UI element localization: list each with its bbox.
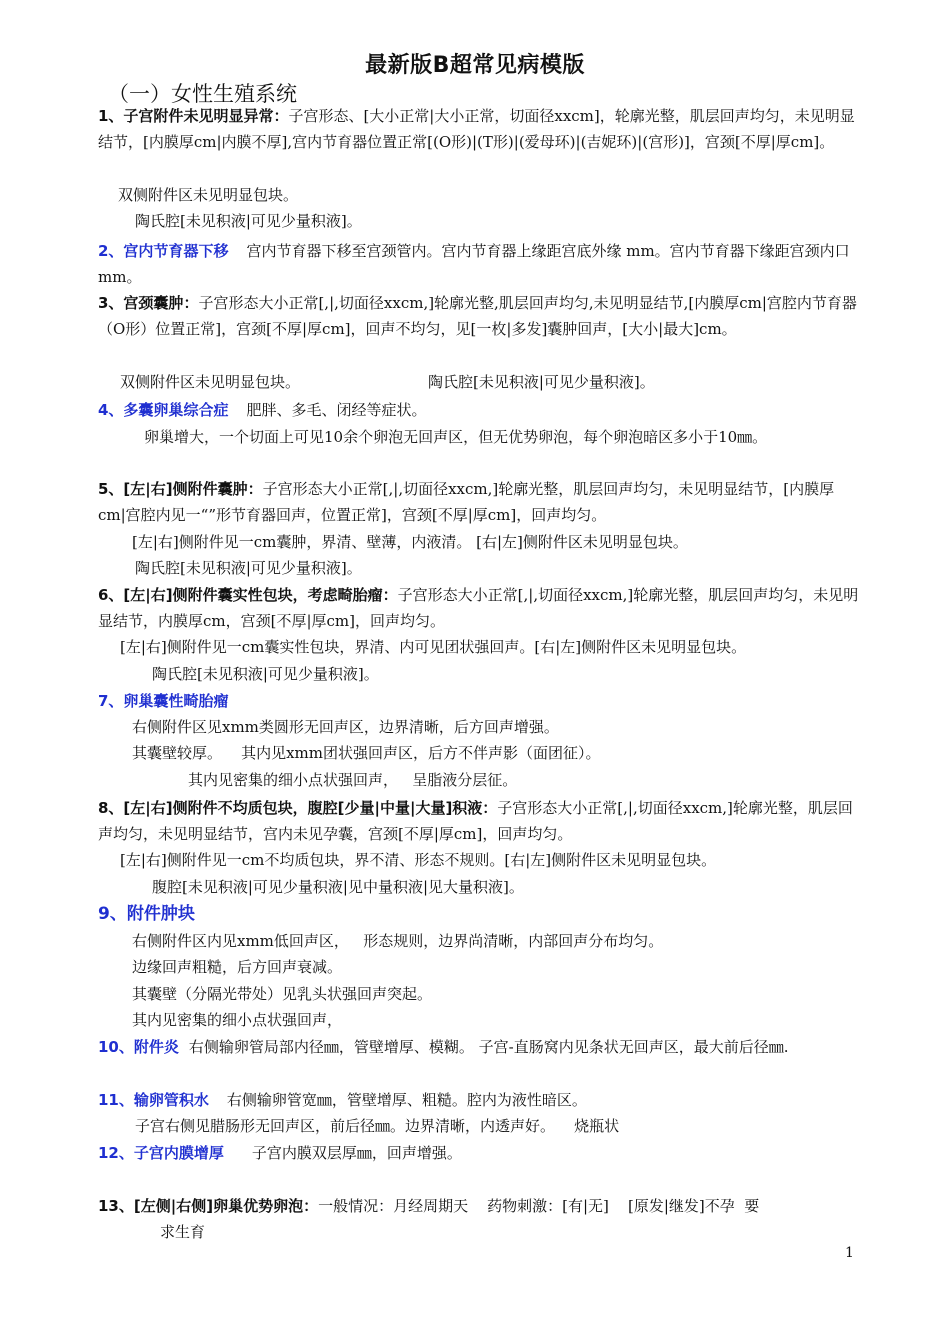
item-9-line2: 边缘回声粗糙，后方回声衰减。	[132, 958, 343, 976]
item-4-line2: 卵巢增大，一个切面上可见10余个卵泡无回声区，但无优势卵泡，每个卵泡暗区多小于10㎜。	[144, 428, 768, 446]
item-5-heading: 5、[左|右]侧附件囊肿：	[98, 480, 263, 498]
item-8-body: 子宫形态大小正常[,|,切面径xxcm,]轮廓光整，肌层回声均匀，未见明显结节，宫内未见孕囊，宫颈[不厚|厚cm]，回声均匀。	[98, 799, 853, 843]
item-10-body: 右侧输卵管局部内径㎜，管壁增厚、模糊。 子宫-直肠窝内见条状无回声区，最大前后径㎜.	[188, 1038, 789, 1056]
item-9-line3: 其囊壁（分隔光带处）见乳头状强回声突起。	[132, 985, 433, 1003]
item-1-line3: 陶氏腔[未见积液|可见少量积液]。	[135, 212, 362, 230]
item-11-body: 右侧输卵管宽㎜，管壁增厚、粗糙。腔内为液性暗区。	[226, 1091, 587, 1109]
item-1	[98, 103, 860, 155]
item-9-heading: 9、附件肿块	[98, 904, 195, 924]
item-6-line2: [左|右]侧附件见一cm囊实性包块，界清、内可见团状强回声。[右|左]侧附件区未见明显包块。	[120, 638, 747, 656]
item-8-heading: 8、[左|右]侧附件不均质包块，腹腔[少量|中量|大量]积液：	[98, 799, 498, 817]
item-8-line3: 腹腔[未见积液|可见少量积液|见中量积液|见大量积液]。	[152, 878, 524, 896]
document-title: 最新版B超常见病模版	[365, 53, 585, 78]
item-3-heading: 3、宫颈囊肿：	[98, 294, 199, 312]
item-2-heading: 2、宫内节育器下移	[98, 242, 229, 260]
item-12	[98, 1140, 860, 1166]
item-6	[98, 582, 860, 634]
item-13-line2: 求生育	[160, 1223, 206, 1241]
item-10-heading: 10、附件炎	[98, 1038, 179, 1056]
item-7-line1: 右侧附件区见xmm类圆形无回声区，边界清晰，后方回声增强。	[132, 718, 559, 736]
item-1-heading: 1、子宫附件未见明显异常：	[98, 107, 289, 125]
item-7-line2: 其囊壁较厚。 其内见xmm团状强回声区，后方不伴声影（面团征）。	[132, 744, 601, 762]
item-6-heading: 6、[左|右]侧附件囊实性包块，考虑畸胎瘤：	[98, 586, 398, 604]
item-9-line4: 其内见密集的细小点状强回声，	[132, 1011, 343, 1029]
page-number: 1	[845, 1245, 854, 1261]
item-11-line2: 子宫右侧见腊肠形无回声区，前后径㎜。边界清晰，内透声好。 烧瓶状	[135, 1117, 620, 1135]
item-3-body: 子宫形态大小正常[,|,切面径xxcm,]轮廓光整,肌层回声均匀,未见明显结节,[内膜厚cm|宫腔内节育器（O形）位置正常]，宫颈[不厚|厚cm]，回声不均匀，见[一枚|多发]囊肿回声，[大小|最大]cm。	[98, 294, 857, 338]
item-12-body: 子宫内膜双层厚㎜，回声增强。	[251, 1144, 462, 1162]
item-4	[98, 397, 860, 423]
item-3-line2a: 双侧附件区未见明显包块。	[120, 373, 301, 391]
item-9-line1: 右侧附件区内见xmm低回声区， 形态规则，边界尚清晰，内部回声分布均匀。	[132, 932, 664, 950]
item-12-heading: 12、子宫内膜增厚	[98, 1144, 224, 1162]
item-5-body: 子宫形态大小正常[,|,切面径xxcm,]轮廓光整，肌层回声均匀，未见明显结节，[内膜厚cm|宫腔内见一“”形节育器回声，位置正常]，宫颈[不厚|厚cm]，回声均匀。	[98, 480, 835, 524]
item-5-line3: 陶氏腔[未见积液|可见少量积液]。	[135, 559, 362, 577]
item-7-heading-line	[98, 688, 860, 714]
item-9-heading-line	[98, 901, 860, 927]
item-13-body: 一般情况：月经周期天 药物刺激：[有|无] [原发|继发]不孕 要	[318, 1197, 760, 1215]
item-2-body: 宫内节育器下移至宫颈管内。宫内节育器上缘距宫底外缘 mm。宫内节育器下缘距宫颈内口mm。	[98, 242, 850, 286]
item-3-line2b: 陶氏腔[未见积液|可见少量积液]。	[428, 373, 655, 391]
item-8	[98, 795, 860, 847]
item-7-heading: 7、卵巢囊性畸胎瘤	[98, 692, 229, 710]
item-13-heading: 13、[左侧|右侧]卵巢优势卵泡：	[98, 1197, 319, 1215]
item-8-line2: [左|右]侧附件见一cm不均质包块，界不清、形态不规则。[右|左]侧附件区未见明显包块。	[120, 851, 717, 869]
section-heading: （一）女性生殖系统	[108, 82, 297, 106]
item-1-line2: 双侧附件区未见明显包块。	[118, 186, 299, 204]
item-7-line3: 其内见密集的细小点状强回声， 呈脂液分层征。	[188, 771, 518, 789]
item-11	[98, 1087, 860, 1113]
item-13	[98, 1193, 860, 1219]
item-4-heading: 4、多囊卵巢综合症	[98, 401, 229, 419]
item-5-line2: [左|右]侧附件见一cm囊肿，界清、壁薄，内液清。 [右|左]侧附件区未见明显包块。	[132, 533, 688, 551]
item-5	[98, 476, 860, 528]
item-6-line3: 陶氏腔[未见积液|可见少量积液]。	[152, 665, 379, 683]
item-2	[98, 238, 860, 290]
item-3	[98, 290, 860, 342]
item-11-heading: 11、输卵管积水	[98, 1091, 209, 1109]
item-10	[98, 1034, 860, 1060]
item-4-body: 肥胖、多毛、闭经等症状。	[246, 401, 427, 419]
item-1-body: 子宫形态、[大小正常|大小正常，切面径xxcm]，轮廓光整，肌层回声均匀，未见明显结节，[内膜厚cm|内膜不厚],宫内节育器位置正常[(O形)|(T形)|(爱母环)|(吉妮环)|(宫形)]，宫颈[不厚|厚cm]。	[98, 107, 855, 151]
item-6-body: 子宫形态大小正常[,|,切面径xxcm,]轮廓光整，肌层回声均匀，未见明显结节，内膜厚cm，宫颈[不厚|厚cm]，回声均匀。	[98, 586, 859, 630]
